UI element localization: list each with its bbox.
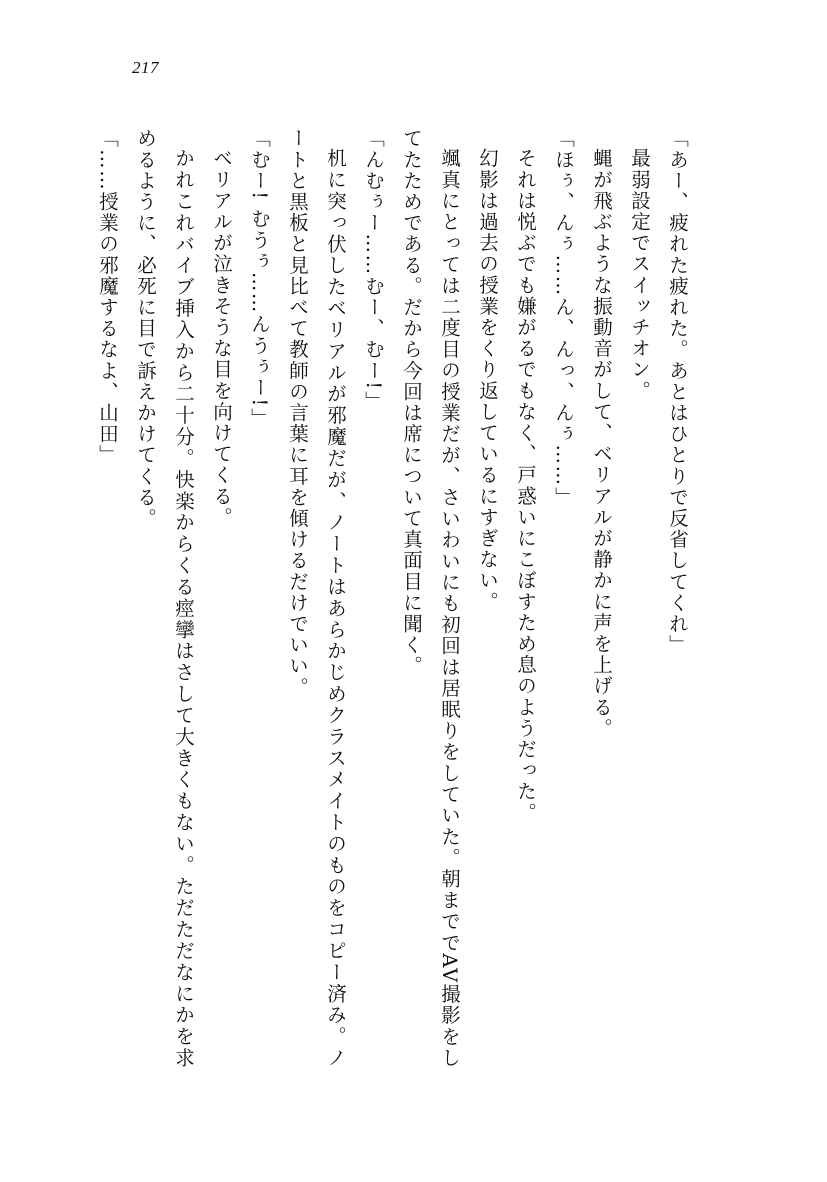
page-body-text [96, 128, 696, 1068]
paragraph: 最弱設定でスイッチオン。 [628, 147, 651, 401]
paragraph: 「ほぅ、んぅ……ん、んっ、んぅ……」 [552, 128, 575, 508]
paragraph: ベリアルが泣きそうな目を向けてくる。 [210, 147, 233, 528]
paragraph: 颯真にとっては二度目の授業だが、さいわいにも初回は居眠りをしていた。朝まででAV撮影をしてたためである。だから今回は席について真面目に聞く。 [400, 128, 461, 1068]
paragraph: 「……授業の邪魔するなよ、山田」 [96, 128, 119, 466]
paragraph: 蝿が飛ぶような振動音がして、ベリアルが静かに声を上げる。 [590, 147, 613, 739]
paragraph: 幻影は過去の授業をくり返しているにすぎない。 [476, 147, 499, 612]
paragraph: 「あー、疲れた疲れた。あとはひとりで反省してくれ」 [666, 128, 689, 656]
paragraph: かれこれバイブ挿入から二十分。快楽からくる痙攣はさして大きくもない。ただただなにかを求めるように、必死に目で訴えかけてくる。 [134, 128, 195, 1068]
paragraph: それは悦ぶでも嫌がるでもなく、戸惑いにこぼすため息のようだった。 [514, 147, 537, 823]
paragraph: 机に突っ伏したベリアルが邪魔だが、ノートはあらかじめクラスメイトのものをコピー済み。ノートと黒板と見比べて教師の言葉に耳を傾けるだけでいい。 [286, 128, 347, 1068]
page-number: 217 [132, 58, 159, 77]
paragraph: 「むー! むうぅ……んうぅー!」 [248, 128, 271, 429]
paragraph: 「んむぅー……むー、むー!」 [362, 128, 385, 412]
